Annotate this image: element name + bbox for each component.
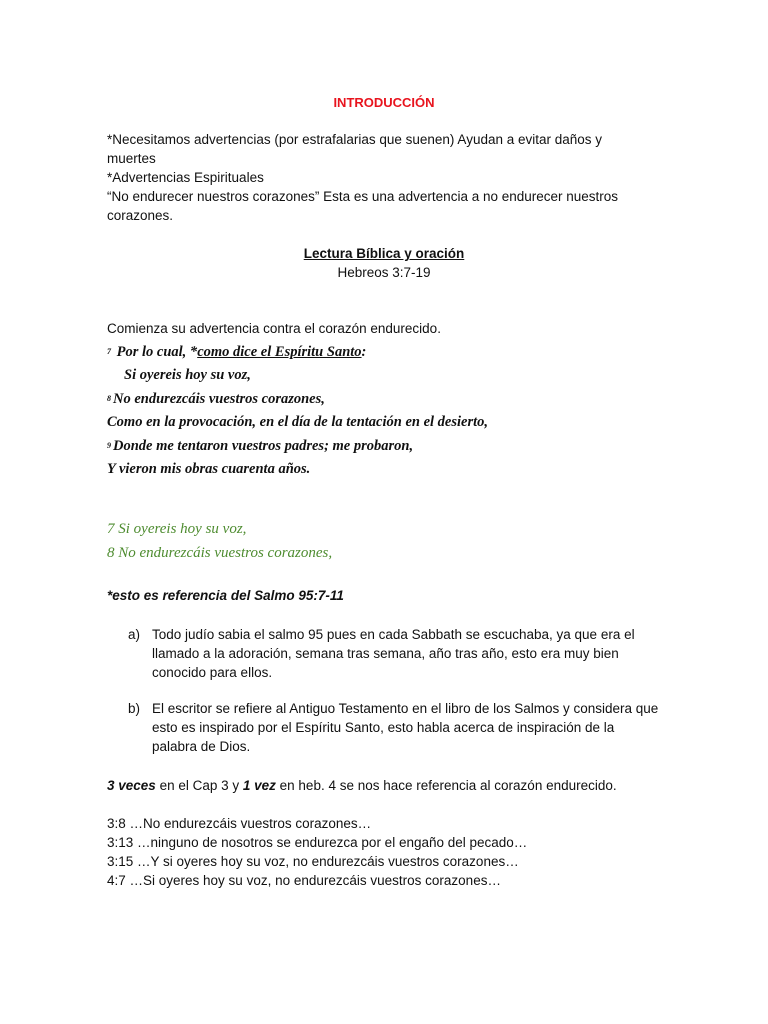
passage-intro: Comienza su advertencia contra el corazón endurecido.	[107, 321, 441, 336]
verse-9-line-1	[107, 436, 413, 456]
reference-line: 3:15 …Y si oyeres hoy su voz, no endurezcáis vuestros corazones…	[107, 854, 519, 869]
verse-8-line-1	[107, 389, 325, 409]
highlight-line-2: 8 No endurezcáis vuestros corazones,	[107, 545, 333, 561]
intro-line-2: muertes	[107, 151, 156, 166]
verse-text: Donde me tentaron vuestros padres; me probaron,	[113, 438, 414, 454]
reference-line: 3:8 …No endurezcáis vuestros corazones…	[107, 816, 372, 831]
reading-reference: Hebreos 3:7-19	[337, 265, 431, 280]
intro-line-3: *Advertencias Espirituales	[107, 170, 264, 185]
verse-7-line-2: Si oyereis hoy su voz,	[124, 367, 251, 383]
list-item-text: Todo judío sabia el salmo 95 pues en cada Sabbath se escuchaba, ya que era el llamado a la adoración, semana tras semana, año tras año, esto era muy bien conocido para ellos.	[152, 627, 635, 680]
reading-heading-text: Lectura Bíblica y oración	[303, 246, 465, 261]
count-text: en heb. 4 se nos hace referencia al corazón endurecido.	[275, 778, 617, 793]
verse-text: :	[361, 344, 367, 360]
list-item-text: El escritor se refiere al Antiguo Testamento en el libro de los Salmos y considera que esto es inspirado por el Espíritu Santo, esto habla acerca de inspiración de la palabra de Dios.	[152, 701, 659, 754]
intro-line-4: “No endurecer nuestros corazones” Esta es una advertencia a no endurecer nuestros	[107, 189, 619, 204]
list-item-label: b)	[128, 701, 141, 716]
verse-9-line-2: Y vieron mis obras cuarenta años.	[107, 461, 311, 477]
verse-number: 8	[107, 394, 111, 403]
verse-number: 7	[107, 347, 111, 356]
intro-line-5: corazones.	[107, 208, 174, 223]
verse-number: 9	[107, 441, 111, 450]
highlight-line-1: 7 Si oyereis hoy su voz,	[107, 521, 247, 537]
page-title: INTRODUCCIÓN	[333, 95, 435, 110]
verse-7-line-1	[107, 342, 366, 362]
count-text: en el Cap 3 y	[155, 778, 243, 793]
reference-line: 3:13 …ninguno de nosotros se endurezca por el engaño del pecado…	[107, 835, 528, 850]
count-emphasis: 3 veces	[107, 778, 156, 793]
intro-line-1: *Necesitamos advertencias (por estrafalarias que suenen) Ayudan a evitar daños y	[107, 132, 603, 147]
reference-line: 4:7 …Si oyeres hoy su voz, no endurezcáis vuestros corazones…	[107, 873, 501, 888]
verse-8-line-2: Como en la provocación, en el día de la tentación en el desierto,	[107, 414, 488, 430]
count-line	[107, 776, 617, 795]
psalm-reference: *esto es referencia del Salmo 95:7-11	[107, 588, 344, 603]
count-emphasis: 1 vez	[242, 778, 276, 793]
list-item-label: a)	[128, 627, 141, 642]
verse-text-underlined: como dice el Espíritu Santo	[197, 344, 362, 360]
reading-heading	[0, 244, 768, 263]
verse-text: No endurezcáis vuestros corazones,	[113, 391, 325, 407]
verse-text: Por lo cual, *	[116, 344, 198, 360]
